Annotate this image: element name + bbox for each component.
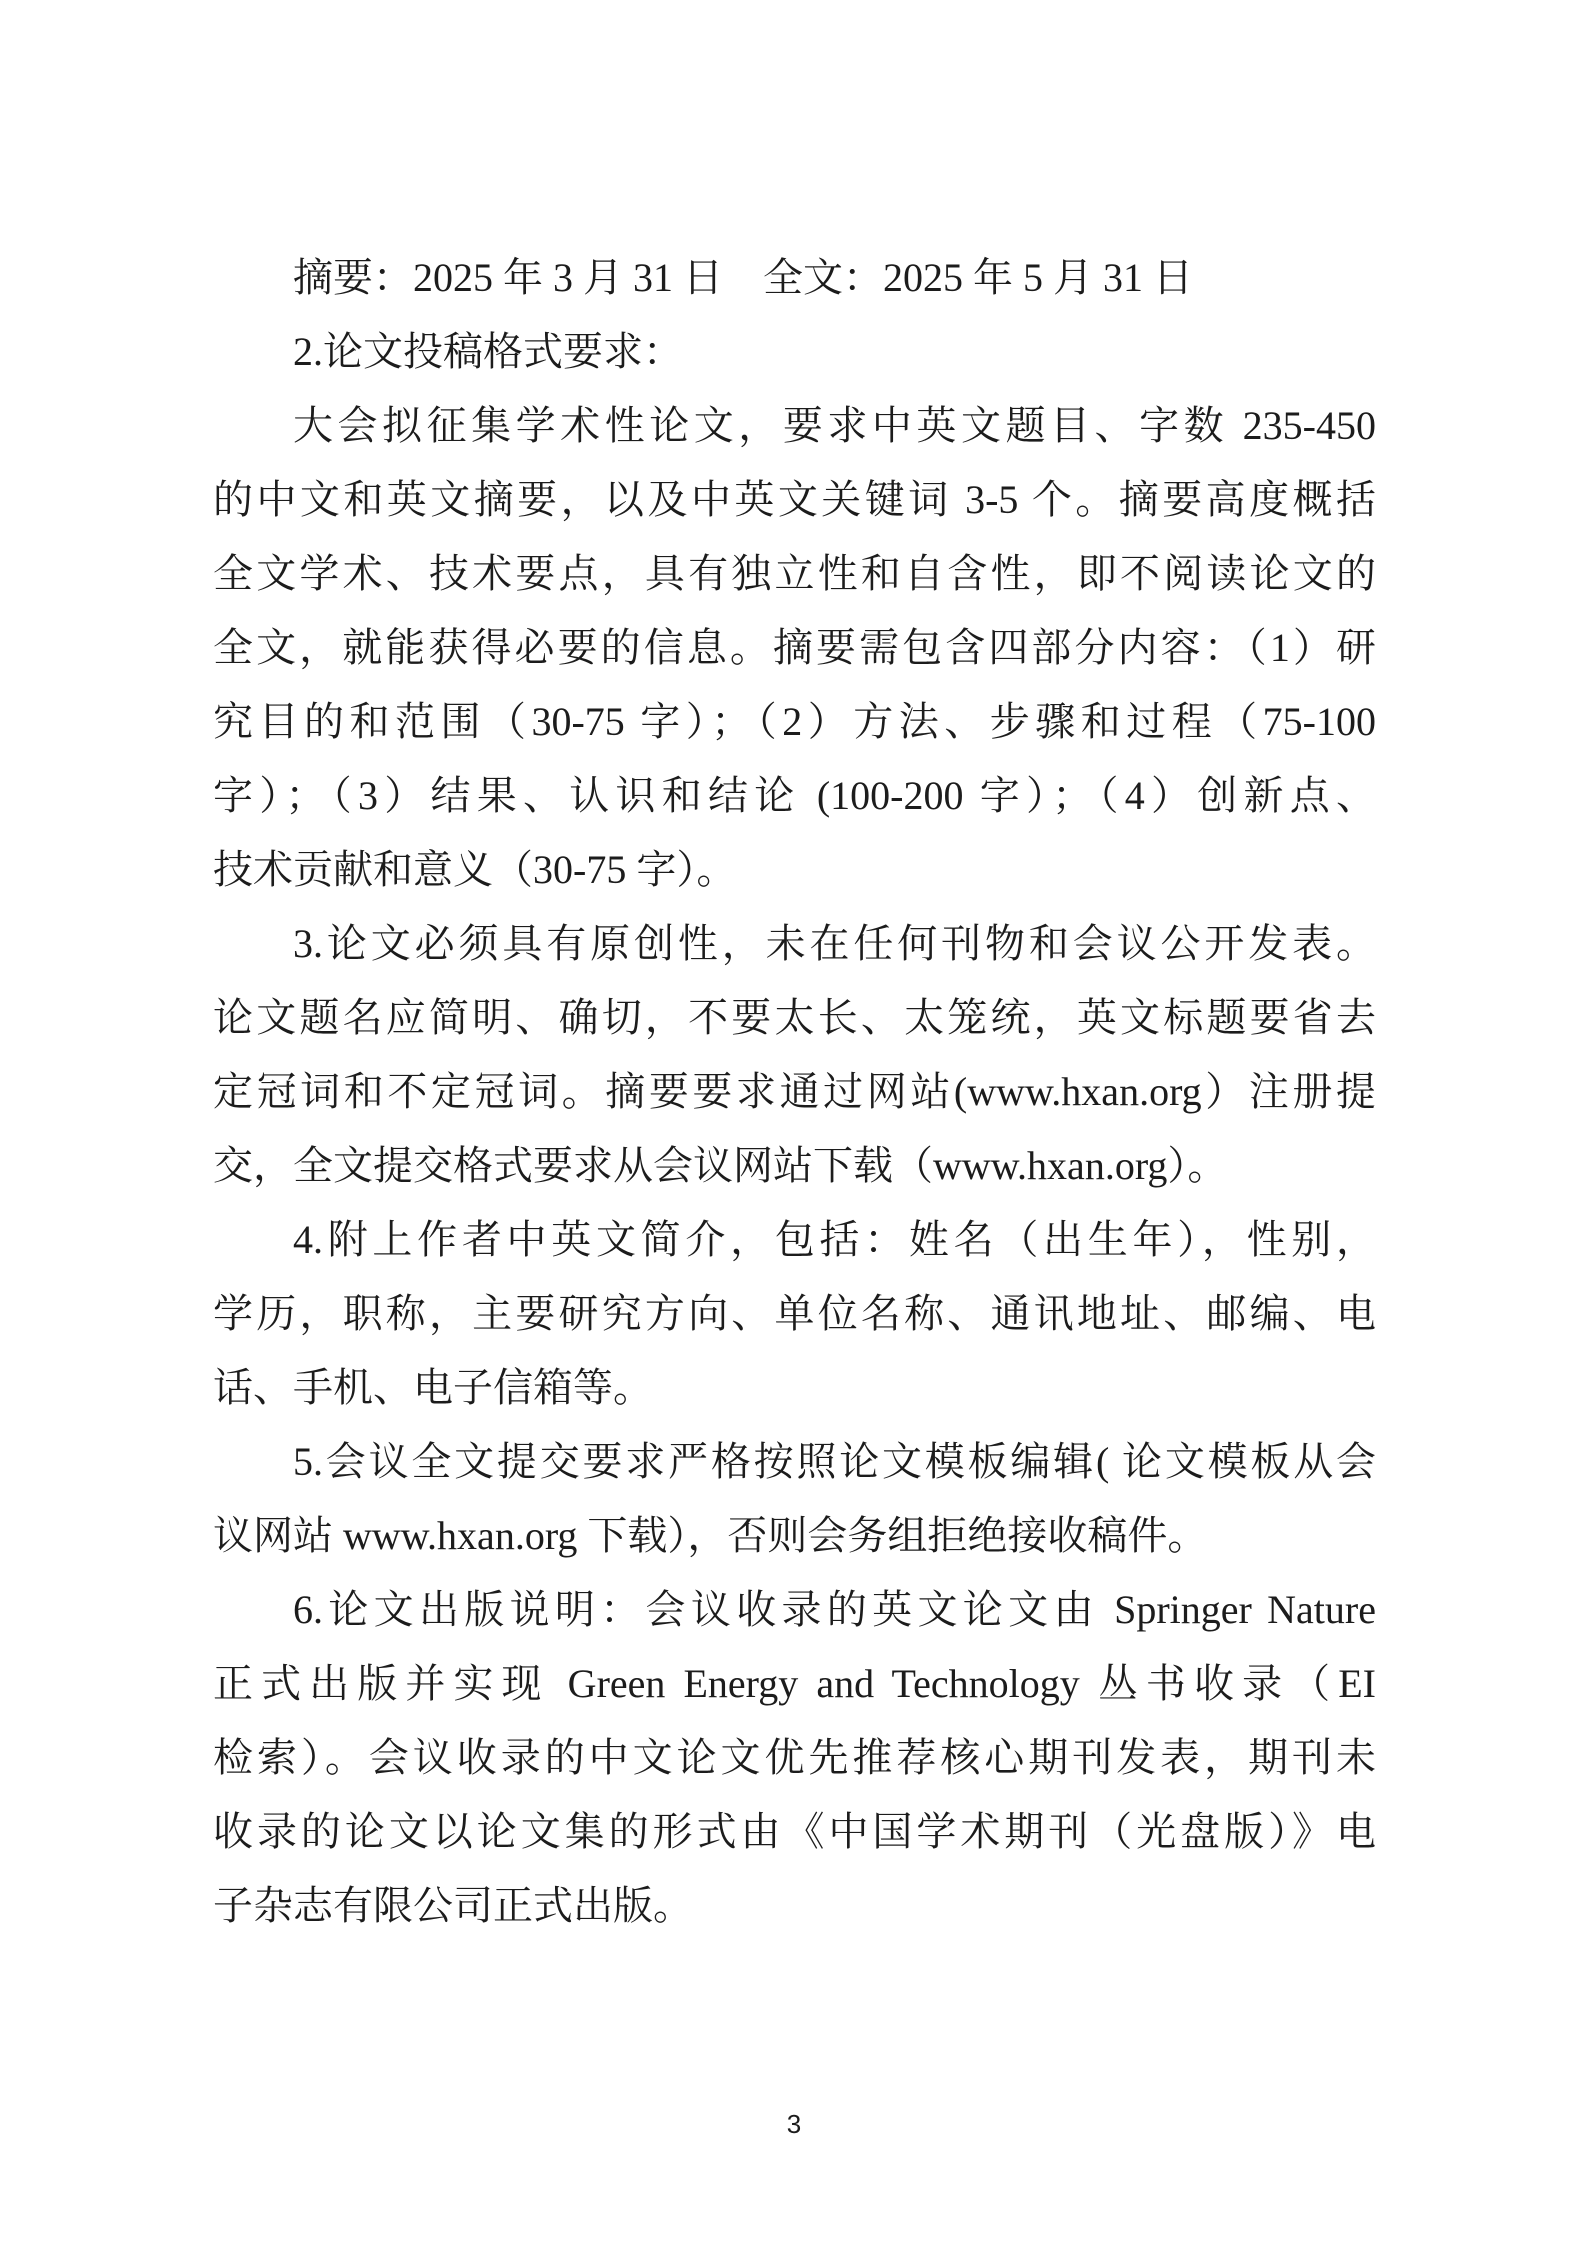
text-line: 的中文和英文摘要，以及中英文关键词 3-5 个。摘要高度概括 [213,477,1376,522]
text-line: 4.附上作者中英文简介，包括：姓名（出生年），性别， [293,1217,1376,1262]
text-line: 3.论文必须具有原创性，未在任何刊物和会议公开发表。 [293,921,1376,966]
text-line: 话、手机、电子信箱等。 [213,1365,653,1410]
text-line: 正式出版并实现 Green Energy and Technology 丛书收录（EI [213,1661,1376,1706]
text-line: 交，全文提交格式要求从会议网站下载（www.hxan.org）。 [213,1143,1228,1188]
text-line: 子杂志有限公司正式出版。 [213,1883,693,1928]
text-line: 究目的和范围（30-75 字）；（2）方法、步骤和过程（75-100 [213,699,1376,744]
text-line: 摘要：2025 年 3 月 31 日 全文：2025 年 5 月 31 日 [293,255,1193,300]
document-body [213,241,1376,1943]
text-line: 技术贡献和意义（30-75 字）。 [213,847,737,892]
text-line: 定冠词和不定冠词。摘要要求通过网站(www.hxan.org）注册提 [213,1069,1376,1114]
text-line: 议网站 www.hxan.org 下载），否则会务组拒绝接收稿件。 [213,1513,1208,1558]
text-line: 全文，就能获得必要的信息。摘要需包含四部分内容：（1）研 [213,625,1376,670]
text-line: 学历，职称，主要研究方向、单位名称、通讯地址、邮编、电 [213,1291,1376,1336]
text-line: 2.论文投稿格式要求： [293,329,683,374]
text-line: 收录的论文以论文集的形式由《中国学术期刊（光盘版）》电 [213,1809,1376,1854]
text-line: 论文题名应简明、确切，不要太长、太笼统，英文标题要省去 [213,995,1376,1040]
text-line: 5.会议全文提交要求严格按照论文模板编辑( 论文模板从会 [293,1439,1376,1484]
page-number: 3 [786,2109,802,2139]
text-line: 大会拟征集学术性论文，要求中英文题目、字数 235-450 [293,403,1376,448]
text-line: 字）；（3）结果、认识和结论 (100-200 字）；（4）创新点、 [213,773,1376,818]
text-line: 检索）。会议收录的中文论文优先推荐核心期刊发表，期刊未 [213,1735,1376,1780]
text-line: 6.论文出版说明：会议收录的英文论文由 Springer Nature [293,1587,1376,1632]
text-line: 全文学术、技术要点，具有独立性和自含性，即不阅读论文的 [213,551,1376,596]
